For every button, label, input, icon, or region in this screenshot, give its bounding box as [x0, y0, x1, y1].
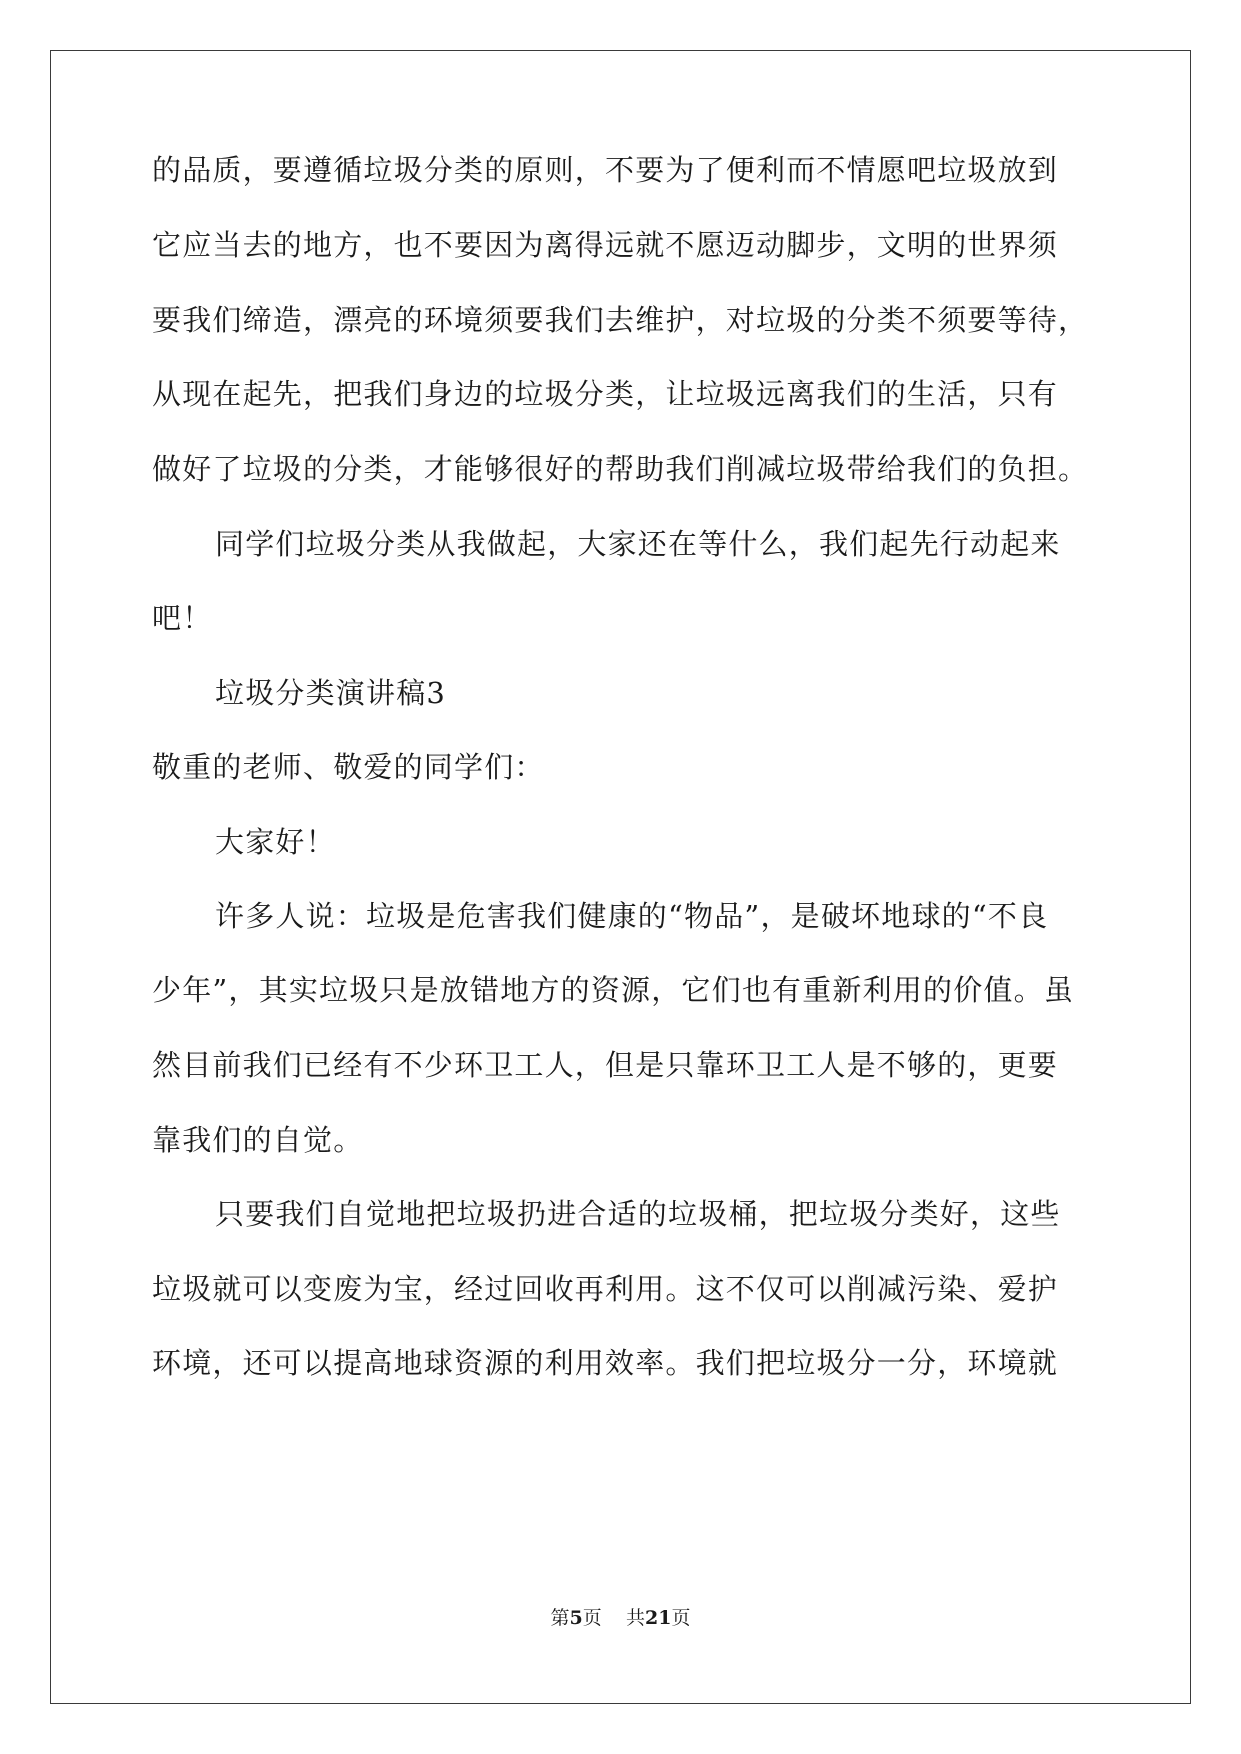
text-line: 少年”，其实垃圾只是放错地方的资源，它们也有重新利用的价值。虽 [152, 973, 1075, 1007]
text-line: 做好了垃圾的分类，才能够很好的帮助我们削减垃圾带给我们的负担。 [152, 452, 1089, 486]
current-page-number: 5 [569, 1607, 583, 1629]
footer-total-word: 页 [671, 1607, 691, 1629]
text-line: 靠我们的自觉。 [152, 1123, 364, 1157]
section-heading: 垃圾分类演讲稿3 [215, 676, 447, 710]
total-pages-number: 21 [644, 1607, 672, 1629]
page-border [50, 50, 1191, 1704]
text-line: 要我们缔造，漂亮的环境须要我们去维护，对垃圾的分类不须要等待， [152, 303, 1089, 337]
text-line: 从现在起先，把我们身边的垃圾分类，让垃圾远离我们的生活，只有 [152, 377, 1059, 411]
footer-total-prefix: 共 [625, 1607, 645, 1629]
footer-prefix: 第 [550, 1607, 570, 1629]
footer-page-word: 页 [582, 1607, 602, 1629]
page-footer [0, 1606, 1241, 1630]
text-line: 吧！ [152, 601, 213, 635]
greeting: 大家好！ [215, 825, 336, 859]
text-line: 环境，还可以提高地球资源的利用效率。我们把垃圾分一分，环境就 [152, 1346, 1059, 1380]
salutation: 敬重的老师、敬爱的同学们： [152, 750, 545, 784]
text-line: 然目前我们已经有不少环卫工人，但是只靠环卫工人是不够的，更要 [152, 1048, 1059, 1082]
text-line: 的品质，要遵循垃圾分类的原则，不要为了便利而不情愿吧垃圾放到 [152, 153, 1059, 187]
text-line: 它应当去的地方，也不要因为离得远就不愿迈动脚步，文明的世界须 [152, 228, 1059, 262]
text-line: 许多人说：垃圾是危害我们健康的“物品”，是破坏地球的“不良 [215, 899, 1049, 933]
text-line: 垃圾就可以变废为宝，经过回收再利用。这不仅可以削减污染、爱护 [152, 1272, 1059, 1306]
text-line: 同学们垃圾分类从我做起，大家还在等什么，我们起先行动起来 [215, 527, 1061, 561]
text-line: 只要我们自觉地把垃圾扔进合适的垃圾桶，把垃圾分类好，这些 [215, 1197, 1061, 1231]
